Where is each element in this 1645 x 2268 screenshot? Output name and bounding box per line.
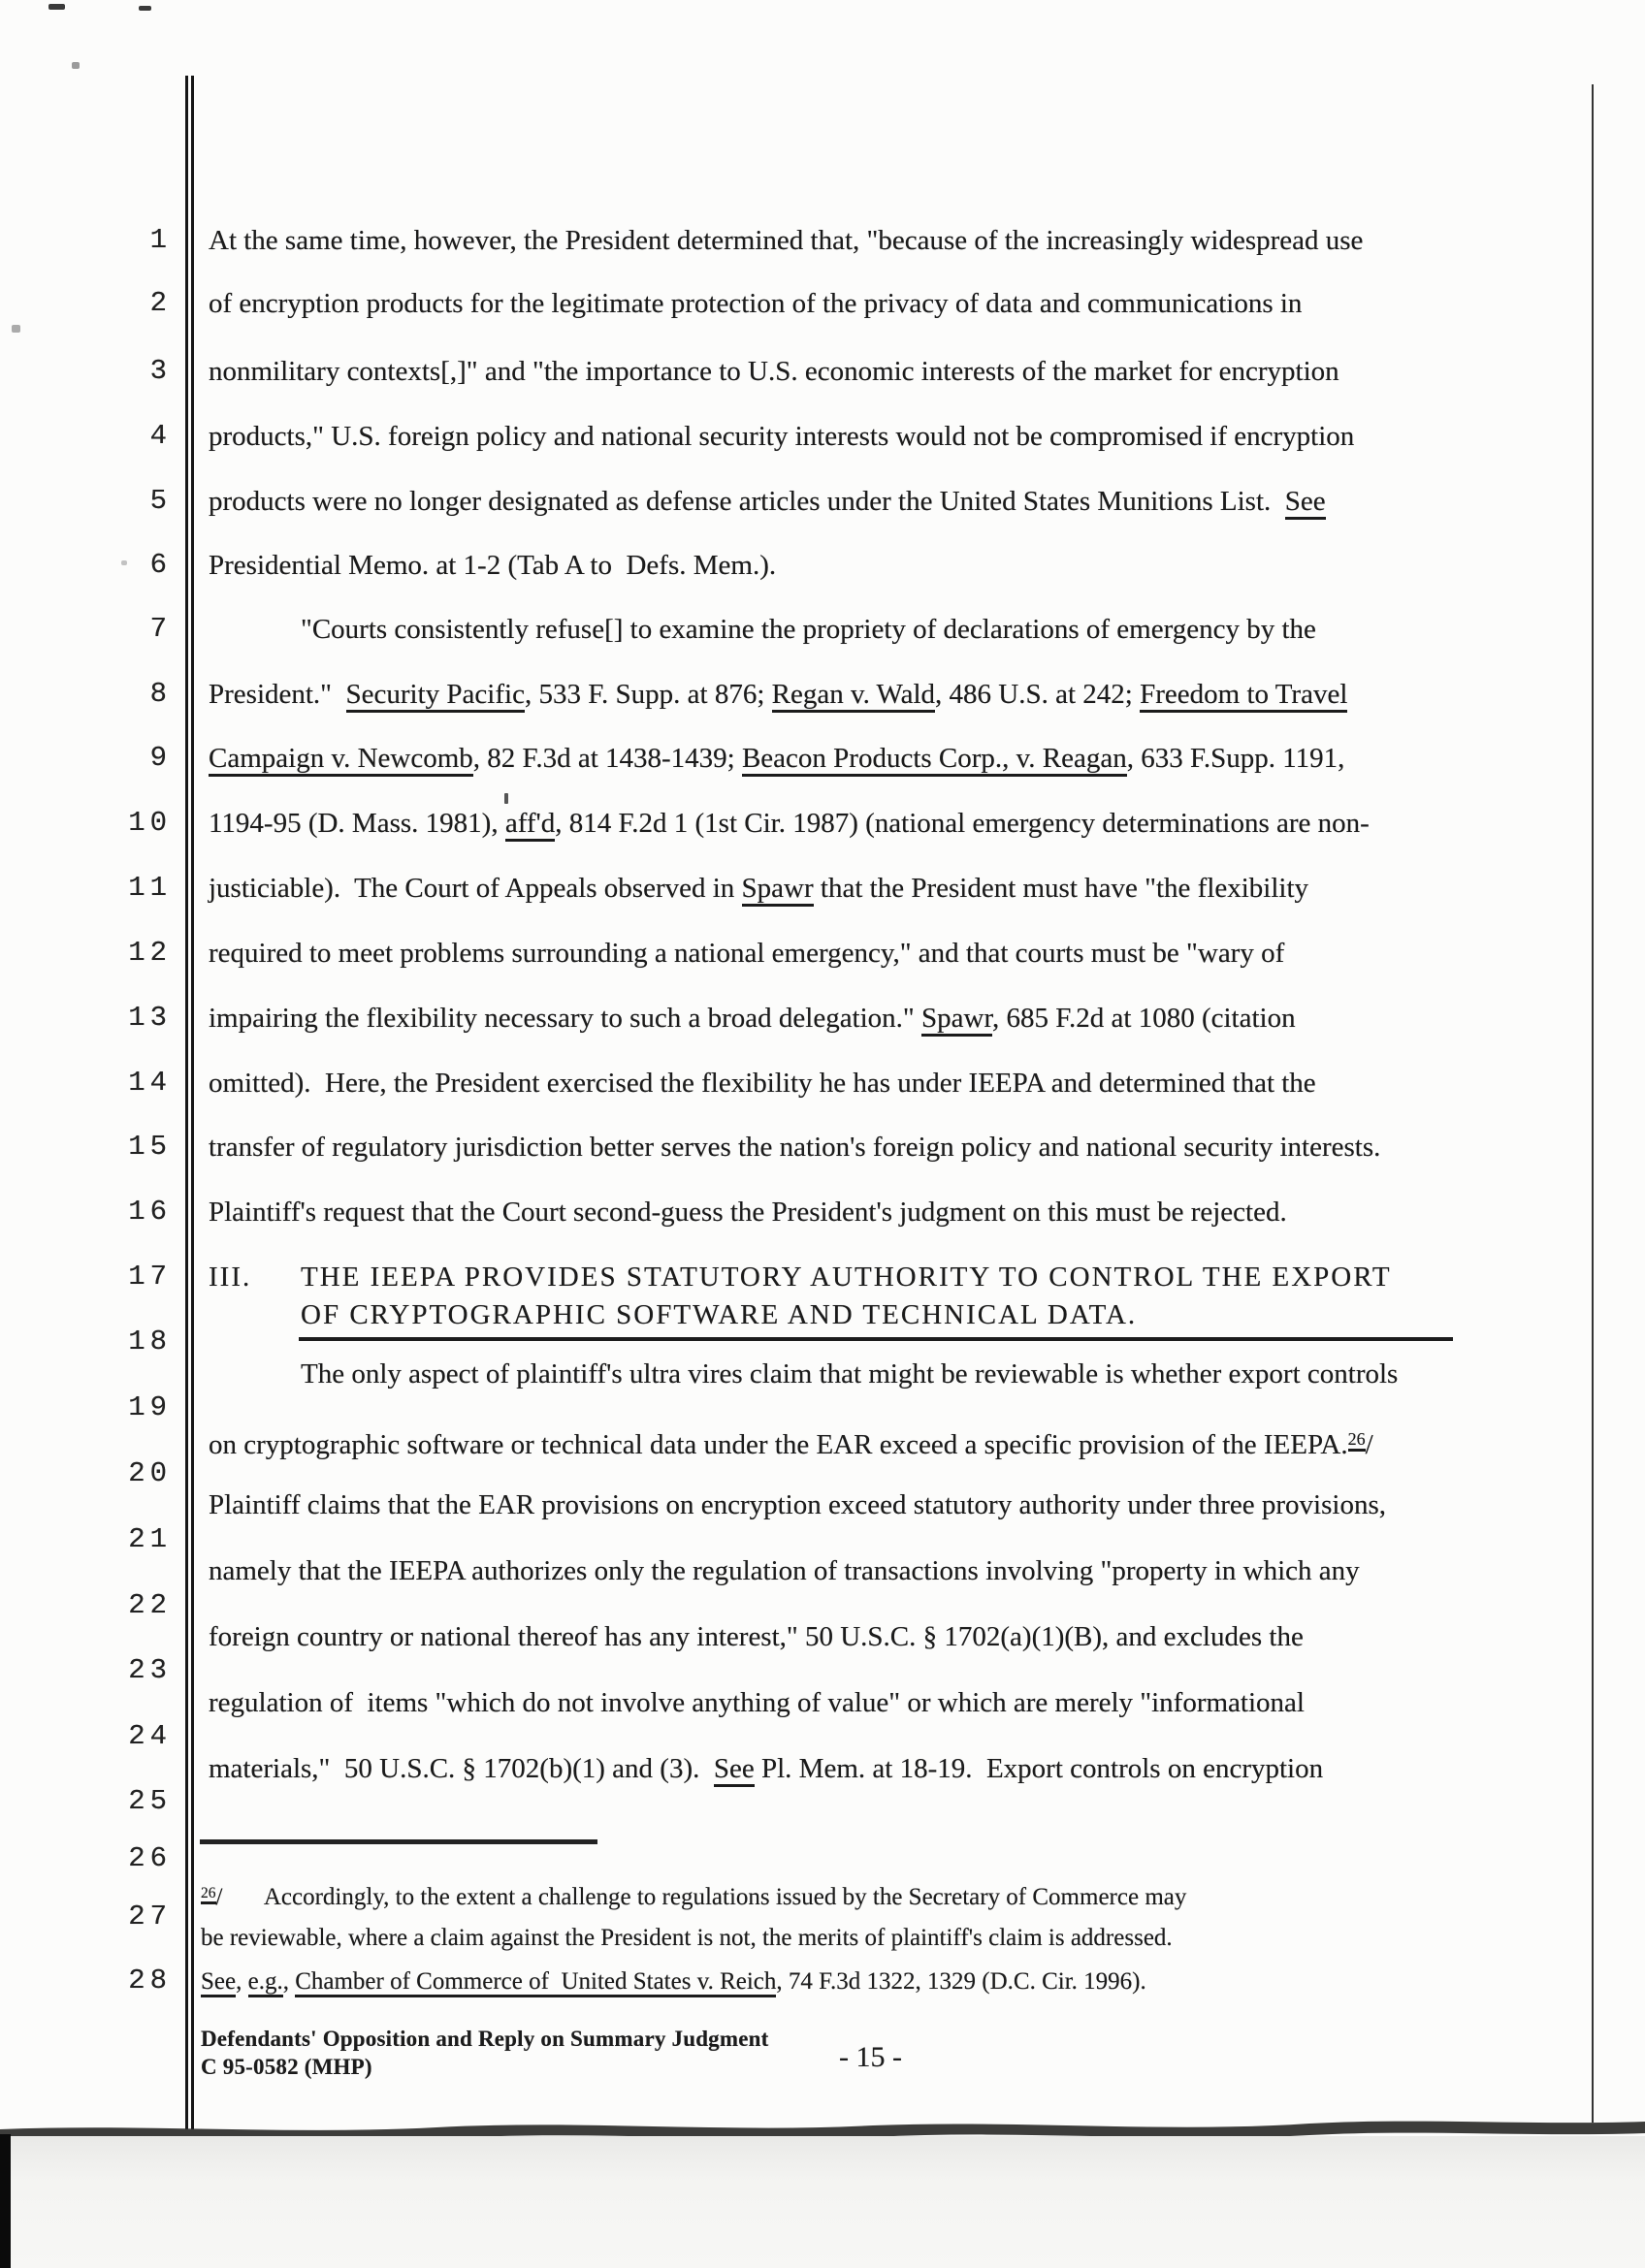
line-number-28: 28: [128, 1965, 172, 1996]
line-number-23: 23: [128, 1654, 172, 1686]
footnote-separator-rule: [200, 1839, 597, 1844]
footnote-line-3: See, e.g., Chamber of Commerce of United States v. Reich, 74 F.3d 1322, 1329 (D.C. Cir. 1996).: [201, 1966, 1146, 1997]
line-number-26: 26: [128, 1842, 172, 1874]
right-margin-rule: [1592, 84, 1594, 2123]
line-number-21: 21: [128, 1523, 172, 1555]
line-number-3: 3: [149, 355, 172, 387]
body-line-13: impairing the flexibility necessary to such a broad delegation." Spawr, 685 F.2d at 1080 (citation: [209, 1001, 1296, 1036]
body-line-9: Campaign v. Newcomb, 82 F.3d at 1438-1439; Beacon Products Corp., v. Reagan, 633 F.Supp. 1191,: [209, 741, 1344, 776]
body-line-11: justiciable). The Court of Appeals observed in Spawr that the President must have "the flexibility: [209, 871, 1308, 906]
line-number-7: 7: [149, 613, 172, 645]
line-number-17: 17: [128, 1261, 172, 1293]
line-number-10: 10: [128, 807, 172, 839]
line-number-12: 12: [128, 937, 172, 969]
scan-speck: [504, 793, 508, 804]
line-number-20: 20: [128, 1457, 172, 1489]
heading-line-2: OF CRYPTOGRAPHIC SOFTWARE AND TECHNICAL DATA.: [301, 1299, 1138, 1330]
body-line-12: required to meet problems surrounding a national emergency," and that courts must be "wary of: [209, 938, 1285, 969]
line-number-24: 24: [128, 1720, 172, 1752]
line-number-4: 4: [149, 420, 172, 452]
pleading-double-rule-right: [191, 76, 194, 2129]
body-line-14: omitted). Here, the President exercised the flexibility he has under IEEPA and determined that the: [209, 1068, 1316, 1099]
line-number-14: 14: [128, 1067, 172, 1099]
line-number-22: 22: [128, 1589, 172, 1621]
scan-speck: [12, 325, 20, 333]
body-line-20: namely that the IEEPA authorizes only the regulation of transactions involving "property in which any: [209, 1555, 1360, 1586]
footnote-line-1: $^{26}$/ Accordingly, to the extent a challenge to regulations issued by the Secretary of Commerce may: [201, 1884, 1187, 1910]
body-line-15: transfer of regulatory jurisdiction better serves the nation's foreign policy and national security interests.: [209, 1132, 1381, 1163]
line-number-13: 13: [128, 1002, 172, 1034]
body-line-1: At the same time, however, the President determined that, "because of the increasingly widespread use: [209, 225, 1364, 256]
scanner-background: [0, 2136, 1645, 2268]
scan-speck: [139, 6, 151, 11]
line-number-15: 15: [128, 1131, 172, 1163]
body-line-5: products were no longer designated as defense articles under the United States Munitions List. See: [209, 484, 1326, 519]
body-line-22: regulation of items "which do not involve anything of value" or which are merely "informational: [209, 1687, 1305, 1718]
line-number-5: 5: [149, 485, 172, 517]
body-line-3: nonmilitary contexts[,]" and "the importance to U.S. economic interests of the market for encryption: [209, 356, 1339, 387]
body-line-19: Plaintiff claims that the EAR provisions on encryption exceed statutory authority under three provisions,: [209, 1489, 1386, 1520]
body-line-4: products," U.S. foreign policy and national security interests would not be compromised if encryption: [209, 421, 1355, 452]
body-line-16: Plaintiff's request that the Court second-guess the President's judgment on this must be rejected.: [209, 1197, 1287, 1228]
line-number-2: 2: [149, 287, 172, 319]
body-line-17: The only aspect of plaintiff's ultra vires claim that might be reviewable is whether export controls: [301, 1358, 1399, 1390]
heading-number: III.: [209, 1262, 252, 1293]
footnote-line-2: be reviewable, where a claim against the President is not, the merits of plaintiff's claim is addressed.: [201, 1925, 1173, 1951]
body-line-23: materials," 50 U.S.C. § 1702(b)(1) and (3). See Pl. Mem. at 18-19. Export controls on encryption: [209, 1751, 1323, 1786]
scan-speck: [72, 62, 80, 69]
scan-black-edge: [0, 2134, 11, 2268]
pleading-double-rule-left: [185, 76, 188, 2129]
body-line-8: President." Security Pacific, 533 F. Supp. at 876; Regan v. Wald, 486 U.S. at 242; Freedom to Travel: [209, 677, 1347, 712]
line-number-16: 16: [128, 1196, 172, 1228]
heading-line-1: THE IEEPA PROVIDES STATUTORY AUTHORITY TO CONTROL THE EXPORT: [301, 1262, 1392, 1293]
body-line-10: 1194-95 (D. Mass. 1981), aff'd, 814 F.2d 1 (1st Cir. 1987) (national emergency determinations are non-: [209, 806, 1370, 841]
line-number-25: 25: [128, 1785, 172, 1817]
footer-title: Defendants' Opposition and Reply on Summary Judgment: [201, 2027, 769, 2051]
body-line-6: Presidential Memo. at 1-2 (Tab A to Defs. Mem.).: [209, 550, 777, 581]
line-number-27: 27: [128, 1901, 172, 1933]
line-number-1: 1: [149, 224, 172, 256]
body-line-2: of encryption products for the legitimate protection of the privacy of data and communications in: [209, 288, 1303, 319]
line-number-18: 18: [128, 1326, 172, 1358]
line-number-6: 6: [149, 549, 172, 581]
body-line-7: "Courts consistently refuse[] to examine the propriety of declarations of emergency by the: [301, 614, 1316, 645]
body-line-18: on cryptographic software or technical data under the EAR exceed a specific provision of the IEEPA.$^{26}$/: [209, 1429, 1373, 1460]
line-number-9: 9: [149, 742, 172, 774]
line-number-11: 11: [128, 872, 172, 904]
line-number-19: 19: [128, 1391, 172, 1423]
line-number-8: 8: [149, 678, 172, 710]
body-line-21: foreign country or national thereof has any interest," 50 U.S.C. § 1702(a)(1)(B), and excludes the: [209, 1621, 1304, 1652]
page-number: - 15 -: [839, 2041, 902, 2073]
heading-underline-rule: [299, 1337, 1453, 1341]
footer-case-number: C 95-0582 (MHP): [201, 2055, 372, 2079]
scan-speck: [48, 4, 65, 10]
